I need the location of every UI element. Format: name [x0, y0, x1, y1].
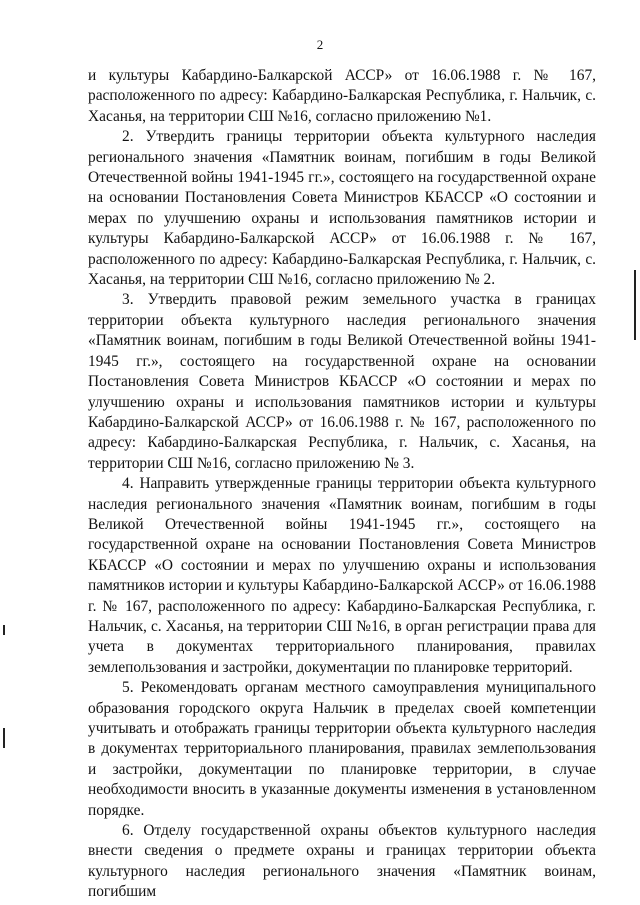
paragraph-item-2: 2. Утвердить границы территории объекта культурного наследия регионального значения «Памятник воинам, погибшим в годы Великой Отечественной войны 1941-1945 гг.», состоящего на государственной охране на основании Постановления Совета Министров КБАССР «О состоянии и мерах по улучшению охраны и использования памятников истории и культуры Кабардино-Балкарской АССР» от 16.06.1988 г. № 167, расположенного по адресу: Кабардино-Балкарская Республика, г. Нальчик, с. Хасанья, на территории СШ №16, согласно приложению № 2. — [88, 128, 596, 289]
scan-edge-mark-left — [3, 625, 5, 635]
paragraph-item-6: 6. Отделу государственной охраны объектов культурного наследия внести сведения о предмете охраны и границах территории объекта культурного наследия регионального значения «Памятник воинам, погибшим — [88, 822, 596, 901]
document-body — [88, 66, 596, 903]
scan-edge-mark-right — [634, 270, 636, 340]
paragraph-item-5: 5. Рекомендовать органам местного самоуправления муниципального образования городского округа Нальчик в пределах своей компетенции учитывать и отображать границы территории объекта культурного наследия в документах территориального планирования, правилах землепользования и застройки, документации по планировке территории, в случае необходимости вносить в указанные документы изменения в установленном порядке. — [88, 679, 596, 819]
scan-edge-mark-left-lower — [3, 728, 5, 748]
paragraph-1-continuation: и культуры Кабардино-Балкарской АССР» от 16.06.1988 г. № 167, расположенного по адресу: Кабардино-Балкарская Республика, г. Нальчик, с. Хасанья, на территории СШ №16, согласно приложению №1. — [88, 67, 596, 125]
paragraph-item-3: 3. Утвердить правовой режим земельного участка в границах территории объекта культурного наследия регионального значения «Памятник воинам, погибшим в годы Великой Отечественной войны 1941-1945 гг.», состоящего на государственной охране на основании Постановления Совета Министров КБАССР «О состоянии и мерах по улучшению охраны и использования памятников истории и культуры Кабардино-Балкарской АССР» от 16.06.1988 г. № 167, расположенного по адресу: Кабардино-Балкарская Республика, г. Нальчик, с. Хасанья, на территории СШ №16, согласно приложению № 3. — [88, 291, 596, 472]
page-number: 2 — [316, 37, 324, 52]
paragraph-item-4: 4. Направить утвержденные границы территории объекта культурного наследия регионального значения «Памятник воинам, погибшим в годы Великой Отечественной войны 1941-1945 гг.», состоящего на государственной охране на основании Постановления Совета Министров КБАССР «О состоянии и мерах по улучшению охраны и использования памятников истории и культуры Кабардино-Балкарской АССР» от 16.06.1988 г. № 167, расположенного по адресу: Кабардино-Балкарская Республика, г. Нальчик, с. Хасанья, на территории СШ №16, в орган регистрации права для учета в документах территориального планирования, правилах землепользования и застройки, документации по планировке территорий. — [88, 475, 596, 676]
